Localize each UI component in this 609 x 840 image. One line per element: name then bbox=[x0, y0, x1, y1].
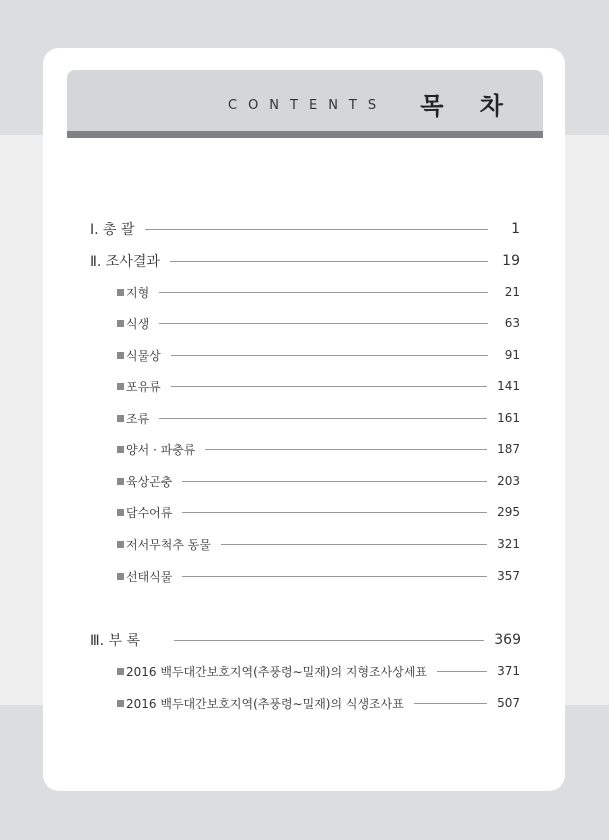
toc-entry-appendix[interactable] bbox=[90, 630, 521, 650]
dot-leader bbox=[159, 292, 488, 293]
toc-label: 선태식물 bbox=[126, 569, 173, 584]
toc-label: 식물상 bbox=[126, 348, 161, 363]
contents-label: CONTENTS bbox=[228, 98, 388, 113]
dot-leader bbox=[171, 355, 488, 356]
square-bullet-icon bbox=[117, 509, 124, 516]
toc-page-number: 91 bbox=[504, 348, 520, 362]
toc-entry-bryophytes[interactable] bbox=[117, 566, 520, 586]
toc-entry-overview[interactable] bbox=[90, 219, 520, 239]
toc-label: 지형 bbox=[126, 285, 150, 300]
toc-header bbox=[67, 70, 543, 138]
toc-page-number: 369 bbox=[494, 632, 521, 648]
toc-entry-mammals[interactable] bbox=[117, 376, 520, 396]
dot-leader bbox=[182, 481, 487, 482]
dot-leader bbox=[159, 418, 487, 419]
toc-label: 저서무척추 동물 bbox=[126, 537, 211, 552]
toc-entry-appendix-vegetation-table[interactable] bbox=[117, 693, 520, 713]
toc-entry-topography[interactable] bbox=[117, 282, 520, 302]
square-bullet-icon bbox=[117, 668, 124, 675]
dot-leader bbox=[205, 449, 487, 450]
toc-label: 2016 백두대간보호지역(추풍령∼밀재)의 식생조사표 bbox=[126, 696, 404, 711]
dot-leader bbox=[437, 671, 487, 672]
square-bullet-icon bbox=[117, 541, 124, 548]
dot-leader bbox=[182, 576, 487, 577]
toc-label: 담수어류 bbox=[126, 505, 173, 520]
dot-leader bbox=[182, 512, 487, 513]
toc-page-number: 507 bbox=[497, 696, 520, 710]
square-bullet-icon bbox=[117, 700, 124, 707]
header-underline bbox=[67, 131, 543, 138]
toc-label: 식생 bbox=[126, 316, 150, 331]
toc-page-number: 141 bbox=[497, 379, 520, 393]
square-bullet-icon bbox=[117, 320, 124, 327]
toc-page-number: 21 bbox=[504, 285, 520, 299]
toc-page-number: 19 bbox=[502, 253, 520, 269]
toc-page bbox=[43, 48, 565, 791]
toc-page-number: 357 bbox=[497, 569, 520, 583]
square-bullet-icon bbox=[117, 352, 124, 359]
toc-entry-flora[interactable] bbox=[117, 345, 520, 365]
square-bullet-icon bbox=[117, 478, 124, 485]
dot-leader bbox=[171, 386, 487, 387]
dot-leader bbox=[414, 703, 487, 704]
toc-entry-birds[interactable] bbox=[117, 408, 520, 428]
dot-leader bbox=[159, 323, 488, 324]
dot-leader bbox=[170, 261, 488, 262]
toc-entry-freshwater-fish[interactable] bbox=[117, 502, 520, 522]
toc-page-number: 63 bbox=[504, 316, 520, 330]
toc-page-number: 295 bbox=[497, 505, 520, 519]
square-bullet-icon bbox=[117, 446, 124, 453]
toc-page-number: 1 bbox=[511, 221, 520, 237]
toc-entry-appendix-topography-table[interactable] bbox=[117, 661, 520, 681]
square-bullet-icon bbox=[117, 573, 124, 580]
dot-leader bbox=[174, 640, 484, 641]
toc-entry-results[interactable] bbox=[90, 251, 520, 271]
toc-page-number: 203 bbox=[497, 474, 520, 488]
toc-label: Ⅱ. 조사결과 bbox=[90, 254, 160, 270]
toc-label: 양서 · 파충류 bbox=[126, 442, 196, 457]
toc-title: 목 차 bbox=[420, 92, 517, 120]
toc-label: 2016 백두대간보호지역(추풍령∼밀재)의 지형조사상세표 bbox=[126, 664, 428, 679]
toc-entry-amphibians-reptiles[interactable] bbox=[117, 439, 520, 459]
toc-page-number: 371 bbox=[497, 664, 520, 678]
dot-leader bbox=[221, 544, 487, 545]
toc-label: 조류 bbox=[126, 411, 150, 426]
toc-entry-insects[interactable] bbox=[117, 471, 520, 491]
toc-page-number: 321 bbox=[497, 537, 520, 551]
toc-label: 포유류 bbox=[126, 379, 161, 394]
toc-label: Ⅲ. 부 록 bbox=[90, 633, 141, 649]
toc-label: 육상곤충 bbox=[126, 474, 173, 489]
toc-page-number: 187 bbox=[497, 442, 520, 456]
toc-entry-benthic-invertebrates[interactable] bbox=[117, 534, 520, 554]
dot-leader bbox=[145, 229, 488, 230]
square-bullet-icon bbox=[117, 289, 124, 296]
toc-label: Ⅰ. 총 괄 bbox=[90, 222, 135, 238]
toc-page-number: 161 bbox=[497, 411, 520, 425]
square-bullet-icon bbox=[117, 383, 124, 390]
square-bullet-icon bbox=[117, 415, 124, 422]
toc-entry-vegetation[interactable] bbox=[117, 313, 520, 333]
